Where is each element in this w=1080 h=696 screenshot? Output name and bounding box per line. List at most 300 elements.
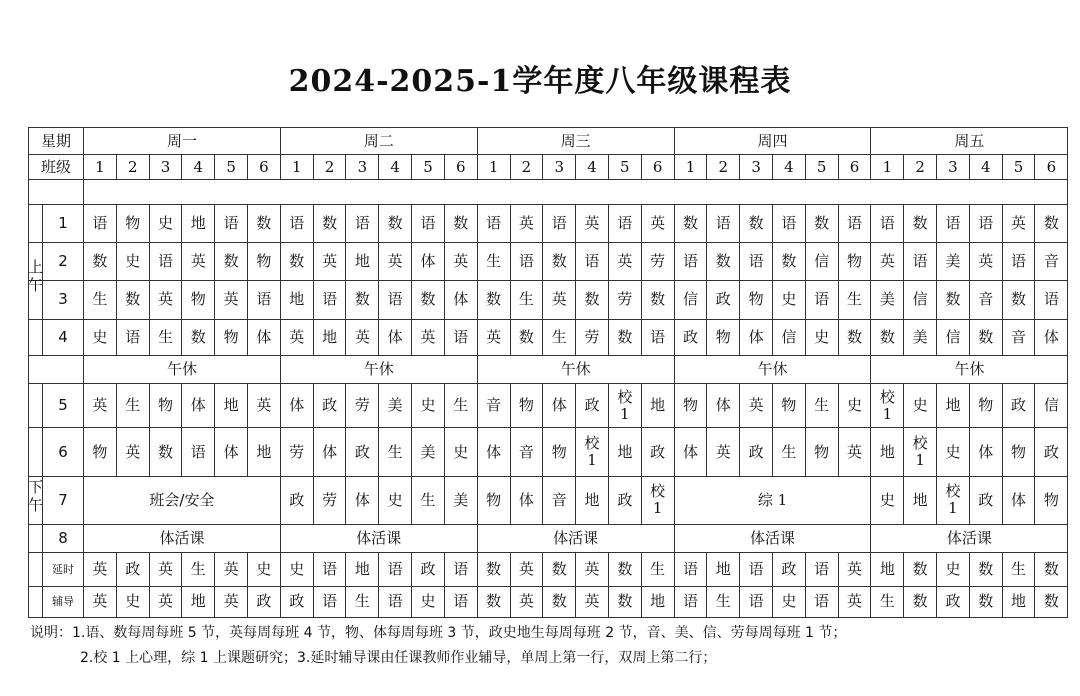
subject-cell: 数 [412,281,445,319]
subject-cell: 生 [838,281,871,319]
subject-cell: 校 1 [937,476,970,524]
tutor-subject-cell: 英 [149,553,182,586]
subject-cell: 数 [543,242,576,280]
subject-cell: 地 [904,476,937,524]
subject-cell: 生 [116,384,149,428]
subject-cell: 语 [149,242,182,280]
subject-cell: 数 [707,242,740,280]
side-cell [29,319,43,355]
tutor-subject-cell: 数 [904,553,937,586]
subject-cell: 信 [1035,384,1068,428]
period-number: 8 [43,525,84,553]
subject-cell: 数 [215,242,248,280]
subject-cell: 地 [641,384,674,428]
subject-cell: 语 [740,242,773,280]
subject-cell: 物 [805,428,838,476]
subject-cell: 音 [543,476,576,524]
subject-cell: 语 [412,204,445,242]
class-number: 3 [937,155,970,180]
subject-cell: 数 [871,319,904,355]
subject-cell: 数 [280,242,313,280]
afternoon-label: 下 午 [28,478,44,514]
tutor-subject-cell: 政 [248,586,281,617]
subject-cell: 语 [346,204,379,242]
activity-class: 体活课 [280,525,477,553]
tutor-subject-cell: 数 [1035,586,1068,617]
subject-cell: 体 [379,319,412,355]
period-number: 5 [43,384,84,428]
subject-cell: 体 [674,428,707,476]
side-cell [29,553,43,586]
subject-cell: 美 [379,384,412,428]
subject-cell: 史 [937,428,970,476]
subject-cell: 英 [510,204,543,242]
blank-cell [29,180,84,204]
tutor-subject-cell: 史 [248,553,281,586]
tutor-subject-cell: 语 [444,586,477,617]
period-number: 3 [43,281,84,319]
tutor-subject-cell: 语 [313,553,346,586]
subject-cell: 史 [444,428,477,476]
subject-cell: 语 [510,242,543,280]
subject-cell: 体 [1002,476,1035,524]
subject-cell: 数 [248,204,281,242]
subject-cell: 政 [608,476,641,524]
class-number: 1 [674,155,707,180]
subject-cell: 信 [772,319,805,355]
tutor-subject-cell: 地 [641,586,674,617]
subject-cell: 信 [904,281,937,319]
subject-cell: 政 [740,428,773,476]
subject-cell: 物 [772,384,805,428]
class-number: 6 [838,155,871,180]
subject-cell: 劳 [280,428,313,476]
subject-cell: 体 [182,384,215,428]
tutor-subject-cell: 史 [412,586,445,617]
schedule-table [28,127,1068,618]
subject-cell: 地 [215,384,248,428]
tutor-subject-cell: 语 [805,553,838,586]
subject-cell: 数 [969,319,1002,355]
subject-cell: 地 [280,281,313,319]
subject-cell: 政 [576,384,609,428]
subject-cell: 体 [510,476,543,524]
tutor-subject-cell: 英 [149,586,182,617]
comprehensive-cell: 综 1 [674,476,871,524]
subject-cell: 英 [608,242,641,280]
tutor-subject-cell: 数 [1035,553,1068,586]
subject-cell: 物 [969,384,1002,428]
subject-cell: 史 [805,319,838,355]
tutor-subject-cell: 数 [608,586,641,617]
subject-cell: 英 [182,242,215,280]
subject-cell: 语 [576,242,609,280]
subject-cell: 数 [904,204,937,242]
subject-cell: 英 [576,204,609,242]
tutor-subject-cell: 政 [412,553,445,586]
subject-cell: 政 [280,476,313,524]
subject-cell: 地 [313,319,346,355]
subject-cell: 语 [1035,281,1068,319]
tutor-subject-cell: 生 [871,586,904,617]
subject-cell: 史 [838,384,871,428]
subject-cell: 物 [740,281,773,319]
subject-cell: 语 [1002,242,1035,280]
noon-break: 午休 [477,355,674,383]
subject-cell: 美 [871,281,904,319]
subject-cell: 地 [576,476,609,524]
subject-cell: 生 [772,428,805,476]
subject-cell: 生 [510,281,543,319]
class-number: 2 [904,155,937,180]
subject-cell: 政 [313,384,346,428]
subject-cell: 数 [805,204,838,242]
tutor-subject-cell: 语 [379,553,412,586]
subject-cell: 史 [871,476,904,524]
period-number: 6 [43,428,84,476]
activity-class: 体活课 [674,525,871,553]
subject-cell: 美 [937,242,970,280]
subject-cell: 语 [904,242,937,280]
subject-cell: 英 [707,428,740,476]
subject-cell: 体 [707,384,740,428]
subject-cell: 政 [1002,384,1035,428]
subject-cell: 物 [182,281,215,319]
tutor-subject-cell: 生 [641,553,674,586]
subject-cell: 音 [1035,242,1068,280]
subject-cell: 史 [149,204,182,242]
subject-cell: 数 [116,281,149,319]
tutor-subject-cell: 数 [969,553,1002,586]
subject-cell: 英 [280,319,313,355]
tutor-subject-cell: 英 [84,553,117,586]
subject-cell: 音 [969,281,1002,319]
subject-cell: 史 [379,476,412,524]
tutor-subject-cell: 语 [805,586,838,617]
class-header: 班级 [29,155,84,180]
subject-cell: 数 [149,428,182,476]
subject-cell: 政 [641,428,674,476]
subject-cell: 体 [346,476,379,524]
subject-cell: 物 [477,476,510,524]
subject-cell: 数 [313,204,346,242]
subject-cell: 物 [84,428,117,476]
class-number: 5 [215,155,248,180]
subject-cell: 史 [904,384,937,428]
morning-label: 上 午 [28,258,44,294]
noon-break: 午休 [871,355,1068,383]
tutor-subject-cell: 史 [280,553,313,586]
subject-cell: 数 [740,204,773,242]
subject-cell: 数 [182,319,215,355]
class-number: 6 [641,155,674,180]
subject-cell: 数 [772,242,805,280]
subject-cell: 物 [674,384,707,428]
noon-break: 午休 [674,355,871,383]
subject-cell: 史 [84,319,117,355]
subject-cell: 语 [608,204,641,242]
subject-cell: 体 [280,384,313,428]
class-number: 2 [116,155,149,180]
subject-cell: 数 [379,204,412,242]
class-number: 4 [772,155,805,180]
subject-cell: 信 [674,281,707,319]
class-number: 2 [313,155,346,180]
subject-cell: 生 [149,319,182,355]
period-number: 1 [43,204,84,242]
tutor-subject-cell: 数 [543,553,576,586]
tutor-subject-cell: 英 [576,553,609,586]
subject-cell: 体 [313,428,346,476]
subject-cell: 数 [674,204,707,242]
class-number: 6 [1035,155,1068,180]
tutor-subject-cell: 生 [707,586,740,617]
tutor-subject-cell: 英 [215,586,248,617]
subject-cell: 数 [937,281,970,319]
class-number: 5 [1002,155,1035,180]
subject-cell: 语 [477,204,510,242]
subject-cell: 语 [379,281,412,319]
activity-class: 体活课 [84,525,281,553]
notes-line-1: 说明：1.语、数每周每班 5 节，英每周每班 4 节，物、体每周每班 3 节，政史地生每周每班 2 节，音、美、信、劳每周每班 1 节； [30,625,847,641]
activity-class: 体活课 [871,525,1068,553]
subject-cell: 体 [969,428,1002,476]
subject-cell: 英 [969,242,1002,280]
subject-cell: 校 1 [641,476,674,524]
day-header: 周二 [280,128,477,155]
subject-cell: 数 [477,281,510,319]
subject-cell: 语 [280,204,313,242]
subject-cell: 英 [84,384,117,428]
subject-cell: 生 [543,319,576,355]
day-header: 周五 [871,128,1068,155]
tutor-subject-cell: 英 [215,553,248,586]
tutor-subject-cell: 语 [444,553,477,586]
subject-cell: 生 [379,428,412,476]
tutor-subject-cell: 数 [543,586,576,617]
tutor-subject-cell: 史 [937,553,970,586]
subject-cell: 地 [871,428,904,476]
side-cell [29,204,43,242]
tutor-subject-cell: 语 [379,586,412,617]
subject-cell: 语 [937,204,970,242]
subject-cell: 校 1 [871,384,904,428]
tutor-subject-cell: 政 [116,553,149,586]
period-number: 7 [43,476,84,524]
tutor-subject-cell: 语 [674,586,707,617]
page-title: 2024-2025-1学年度八年级课程表 [288,64,792,99]
subject-cell: 语 [805,281,838,319]
subject-cell: 物 [215,319,248,355]
subject-cell: 史 [412,384,445,428]
side-cell [29,428,43,476]
subject-cell: 语 [641,319,674,355]
subject-cell: 地 [346,242,379,280]
subject-cell: 英 [477,319,510,355]
period-number: 4 [43,319,84,355]
subject-cell: 英 [313,242,346,280]
day-header: 周一 [84,128,281,155]
tutor-subject-cell: 生 [346,586,379,617]
subject-cell: 体 [248,319,281,355]
notes-line-2: 2.校 1 上心理，综 1 上课题研究；3.延时辅导课由任课教师作业辅导，单周上第一行，双周上第二行； [80,650,717,666]
subject-cell: 英 [346,319,379,355]
week-header: 星期 [29,128,84,155]
tutor-subject-cell: 语 [674,553,707,586]
subject-cell: 语 [84,204,117,242]
subject-cell: 英 [740,384,773,428]
class-number: 1 [871,155,904,180]
subject-cell: 物 [149,384,182,428]
class-number: 4 [576,155,609,180]
tutor-subject-cell: 地 [346,553,379,586]
tutor-subject-cell: 数 [969,586,1002,617]
tutor-subject-cell: 语 [313,586,346,617]
subject-cell: 数 [510,319,543,355]
subject-cell: 英 [641,204,674,242]
subject-cell: 数 [444,204,477,242]
tutor-subject-cell: 英 [838,586,871,617]
subject-cell: 英 [215,281,248,319]
subject-cell: 英 [1002,204,1035,242]
subject-cell: 数 [641,281,674,319]
subject-cell: 生 [444,384,477,428]
subject-cell: 体 [412,242,445,280]
tutor-subject-cell: 政 [937,586,970,617]
class-number: 1 [280,155,313,180]
subject-cell: 生 [477,242,510,280]
subject-cell: 政 [1035,428,1068,476]
subject-cell: 地 [248,428,281,476]
tutor-subject-cell: 地 [871,553,904,586]
subject-cell: 英 [116,428,149,476]
subject-cell: 英 [379,242,412,280]
class-number: 2 [510,155,543,180]
subject-cell: 英 [838,428,871,476]
class-number: 1 [84,155,117,180]
subject-cell: 体 [444,281,477,319]
class-number: 3 [346,155,379,180]
subject-cell: 英 [412,319,445,355]
subject-cell: 语 [116,319,149,355]
subject-cell: 体 [215,428,248,476]
class-number: 5 [805,155,838,180]
subject-cell: 政 [969,476,1002,524]
subject-cell: 体 [1035,319,1068,355]
subject-cell: 校 1 [608,384,641,428]
subject-cell: 物 [510,384,543,428]
subject-cell: 美 [444,476,477,524]
subject-cell: 物 [116,204,149,242]
class-number: 4 [182,155,215,180]
subject-cell: 物 [248,242,281,280]
subject-cell: 劳 [608,281,641,319]
period-number: 2 [43,242,84,280]
tutor-label: 辅导 [43,586,84,617]
subject-cell: 物 [1035,476,1068,524]
side-cell [29,586,43,617]
tutor-subject-cell: 英 [510,553,543,586]
activity-class: 体活课 [477,525,674,553]
subject-cell: 物 [838,242,871,280]
subject-cell: 地 [937,384,970,428]
tutor-subject-cell: 数 [904,586,937,617]
subject-cell: 数 [608,319,641,355]
subject-cell: 语 [313,281,346,319]
class-number: 3 [740,155,773,180]
subject-cell: 语 [543,204,576,242]
subject-cell: 政 [707,281,740,319]
subject-cell: 政 [346,428,379,476]
class-number: 1 [477,155,510,180]
subject-cell: 音 [477,384,510,428]
class-number: 4 [379,155,412,180]
tutor-subject-cell: 地 [1002,586,1035,617]
subject-cell: 语 [707,204,740,242]
day-header: 周四 [674,128,871,155]
subject-cell: 信 [805,242,838,280]
class-number: 6 [444,155,477,180]
subject-cell: 英 [444,242,477,280]
subject-cell: 英 [871,242,904,280]
class-number: 3 [543,155,576,180]
class-number: 2 [707,155,740,180]
tutor-subject-cell: 政 [772,553,805,586]
tutor-subject-cell: 地 [182,586,215,617]
tutor-subject-cell: 史 [116,586,149,617]
subject-cell: 校 1 [904,428,937,476]
tutor-label: 延时 [43,553,84,586]
subject-cell: 英 [543,281,576,319]
subject-cell: 劳 [576,319,609,355]
noon-break: 午休 [84,355,281,383]
day-header: 周三 [477,128,674,155]
class-number: 5 [412,155,445,180]
tutor-subject-cell: 英 [576,586,609,617]
subject-cell: 体 [740,319,773,355]
subject-cell: 物 [543,428,576,476]
subject-cell: 语 [182,428,215,476]
subject-cell: 语 [248,281,281,319]
tutor-subject-cell: 数 [477,553,510,586]
subject-cell: 生 [805,384,838,428]
class-number: 6 [248,155,281,180]
noon-break: 午休 [280,355,477,383]
subject-cell: 语 [969,204,1002,242]
subject-cell: 地 [182,204,215,242]
subject-cell: 史 [116,242,149,280]
blank-cell [29,355,84,383]
subject-cell: 数 [1002,281,1035,319]
tutor-subject-cell: 生 [1002,553,1035,586]
subject-cell: 体 [477,428,510,476]
subject-cell: 音 [510,428,543,476]
tutor-subject-cell: 政 [280,586,313,617]
subject-cell: 劳 [346,384,379,428]
subject-cell: 体 [543,384,576,428]
subject-cell: 物 [707,319,740,355]
tutor-subject-cell: 英 [838,553,871,586]
subject-cell: 英 [149,281,182,319]
subject-cell: 数 [1035,204,1068,242]
subject-cell: 语 [871,204,904,242]
subject-cell: 数 [84,242,117,280]
subject-cell: 数 [838,319,871,355]
blank-cell [84,180,1068,204]
subject-cell: 信 [937,319,970,355]
subject-cell: 美 [412,428,445,476]
subject-cell: 生 [412,476,445,524]
